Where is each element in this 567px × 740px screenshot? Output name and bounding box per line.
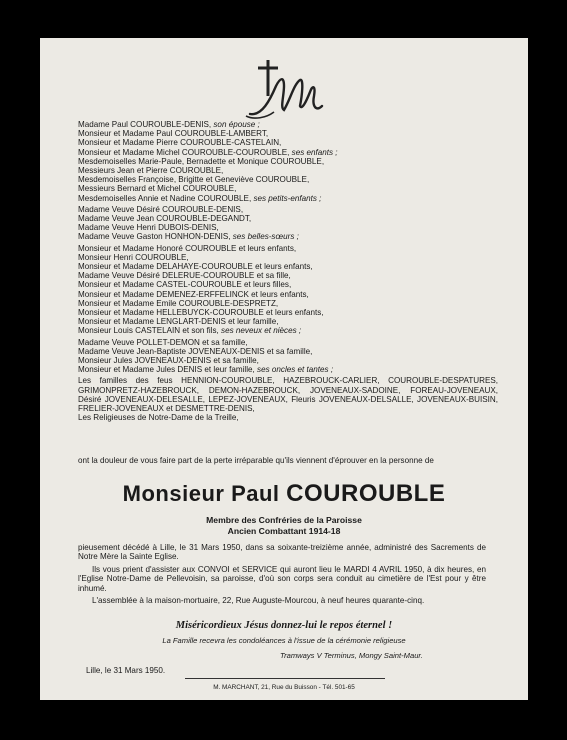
family-member-name: Monsieur Louis CASTELAIN et son fils, bbox=[78, 326, 219, 336]
family-member-line bbox=[78, 365, 498, 374]
family-relation: ses belles-sœurs ; bbox=[230, 232, 299, 242]
family-member-name: Monsieur et Madame Emile COUROUBLE-DESPRETZ, bbox=[78, 298, 279, 308]
family-member-line bbox=[78, 138, 498, 147]
family-member-name: Madame Veuve Jean-Baptiste JOVENEAUX-DENIS et sa famille, bbox=[78, 346, 313, 356]
family-member-line bbox=[78, 413, 498, 422]
family-member-name: Messieurs Jean et Pierre COUROUBLE, bbox=[78, 166, 224, 176]
subtitle-confreries: Membre des Confréries de la Paroisse bbox=[206, 515, 362, 525]
family-member-line bbox=[78, 166, 498, 175]
family-member-line bbox=[78, 223, 498, 232]
family-member-name: Monsieur Henri COUROUBLE, bbox=[78, 252, 189, 262]
family-member-line bbox=[78, 244, 498, 253]
family-member-line bbox=[78, 376, 498, 413]
notice-date: Lille, le 31 Mars 1950. bbox=[86, 666, 166, 675]
family-member-line bbox=[78, 129, 498, 138]
family-member-line bbox=[78, 356, 498, 365]
family-member-name: Mesdemoiselles Marie-Paule, Bernadette et Monique COUROUBLE, bbox=[78, 156, 325, 166]
assembly-paragraph: L'assemblée à la maison-mortuaire, 22, Rue Auguste-Mourcou, à neuf heures quarante-cinq. bbox=[92, 596, 425, 606]
service-paragraph: Ils vous prient d'assister aux CONVOI et SERVICE qui auront lieu le MARDI 4 AVRIL 1950, à dix heures, en l'Eglise Notre-Dame de Pellevoisin, sa paroisse, d'où son corps sera conduit au cimetière de l'Est pour y être inhumé. bbox=[78, 564, 486, 593]
footer-divider bbox=[185, 678, 385, 679]
family-member-name: Monsieur et Madame DELAHAYE-COUROUBLE et leurs enfants, bbox=[78, 262, 313, 272]
deceased-name bbox=[40, 480, 528, 508]
printer-credit: M. MARCHANT, 21, Rue du Buisson - Tél. 501-65 bbox=[213, 684, 355, 691]
family-member-line bbox=[78, 253, 498, 262]
family-member-name: Les Religieuses de Notre-Dame de la Treille, bbox=[78, 413, 239, 423]
family-member-line bbox=[78, 262, 498, 271]
family-member-line bbox=[78, 326, 498, 335]
family-member-line bbox=[78, 290, 498, 299]
subtitle-combattant: Ancien Combattant 1914-18 bbox=[227, 526, 341, 536]
family-member-line bbox=[78, 271, 498, 280]
family-member-name: Messieurs Bernard et Michel COUROUBLE, bbox=[78, 184, 237, 194]
family-member-name: Madame Paul COUROUBLE-DENIS, bbox=[78, 120, 212, 129]
cross-m-monogram-icon bbox=[240, 56, 330, 120]
announcement-intro: ont la douleur de vous faire part de la perte irréparable qu'ils viennent d'éprouver en la personne de bbox=[78, 456, 434, 465]
family-member-name: Mesdemoiselles Françoise, Brigitte et Geneviève COUROUBLE, bbox=[78, 175, 310, 185]
family-member-line bbox=[78, 194, 498, 203]
death-paragraph: pieusement décédé à Lille, le 31 Mars 1950, dans sa soixante-treizième année, administré des Sacrements de Notre Mère la Sainte Eglise. bbox=[78, 543, 486, 562]
family-relation: ses neveux et nièces ; bbox=[218, 326, 302, 336]
family-member-line bbox=[78, 317, 498, 326]
family-member-line bbox=[78, 205, 498, 214]
family-member-line bbox=[78, 280, 498, 289]
family-member-name: Madame Veuve Jean COUROUBLE-DEGANDT, bbox=[78, 214, 252, 224]
family-member-line bbox=[78, 157, 498, 166]
family-list bbox=[78, 120, 498, 423]
family-member-line bbox=[78, 175, 498, 184]
family-member-line bbox=[78, 338, 498, 347]
family-member-name: Madame Veuve Henri DUBOIS-DENIS, bbox=[78, 223, 219, 233]
family-relation: ses petits-enfants ; bbox=[251, 193, 322, 203]
family-member-line bbox=[78, 214, 498, 223]
family-member-name: Les familles des feus HENNION-COUROUBLE, HAZEBROUCK-CARLIER, COUROUBLE-DESPATURES, GRIMONPRETZ-HAZEBROUCK, DEMON-HAZEBROUCK, JOVENEAUX-SADOINE, FOREAU-JOVENEAUX, Désiré JOVENEAUX-DELESALLE, LEPEZ-JOVENEAUX, Fleuris JOVENEAUX-DELSALLE, JOVENEAUX-BUISIN, FRELIER-JOVENEAUX et DESMETTRE-DENIS, bbox=[78, 376, 498, 414]
family-member-name: Monsieur et Madame Jules DENIS et leur famille, bbox=[78, 365, 255, 375]
family-member-line bbox=[78, 232, 498, 241]
family-member-name: Mesdemoiselles Annie et Nadine COUROUBLE, bbox=[78, 193, 252, 203]
condolences-line: La Famille recevra les condoléances à l'issue de la cérémonie religieuse bbox=[162, 636, 406, 645]
notice-body bbox=[78, 543, 486, 608]
family-member-name: Madame Veuve Gaston HONHON-DENIS, bbox=[78, 232, 231, 242]
family-relation: son épouse ; bbox=[211, 120, 260, 129]
family-member-line bbox=[78, 347, 498, 356]
family-relation: ses oncles et tantes ; bbox=[254, 365, 334, 375]
family-relation: ses enfants ; bbox=[289, 147, 338, 157]
family-member-name: Madame Veuve Désiré COUROUBLE-DENIS, bbox=[78, 204, 244, 214]
family-member-line bbox=[78, 299, 498, 308]
family-member-name: Monsieur et Madame CASTEL-COUROUBLE et leurs filles, bbox=[78, 280, 292, 290]
funeral-notice bbox=[40, 38, 528, 700]
family-member-name: Monsieur et Madame HELLEBUYCK-COUROUBLE et leurs enfants, bbox=[78, 308, 324, 318]
family-member-line bbox=[78, 120, 498, 129]
tramway-line: Tramways V Terminus, Mongy Saint-Maur. bbox=[280, 651, 423, 660]
prayer-line: Miséricordieux Jésus donnez-lui le repos éternel ! bbox=[175, 620, 393, 631]
family-member-line bbox=[78, 184, 498, 193]
family-member-name: Monsieur et Madame Paul COUROUBLE-LAMBERT, bbox=[78, 129, 269, 139]
deceased-surname: COUROUBLE bbox=[286, 480, 446, 507]
family-member-name: Madame Veuve Désiré DELERUE-COUROUBLE et sa fille, bbox=[78, 271, 291, 281]
family-member-name: Monsieur et Madame Pierre COUROUBLE-CASTELAIN, bbox=[78, 138, 282, 148]
family-member-line bbox=[78, 308, 498, 317]
family-member-name: Madame Veuve POLLET-DEMON et sa famille, bbox=[78, 337, 248, 347]
family-member-name: Monsieur Jules JOVENEAUX-DENIS et sa famille, bbox=[78, 356, 259, 366]
family-member-name: Monsieur et Madame Honoré COUROUBLE et leurs enfants, bbox=[78, 243, 297, 253]
family-member-name: Monsieur et Madame DEMENEZ-ERFFELINCK et leurs enfants, bbox=[78, 289, 309, 299]
family-member-name: Monsieur et Madame LENGLART-DENIS et leur famille, bbox=[78, 317, 279, 327]
deceased-prefix: Monsieur Paul bbox=[122, 481, 287, 506]
family-member-name: Monsieur et Madame Michel COUROUBLE-COUROUBLE, bbox=[78, 147, 290, 157]
family-member-line bbox=[78, 148, 498, 157]
